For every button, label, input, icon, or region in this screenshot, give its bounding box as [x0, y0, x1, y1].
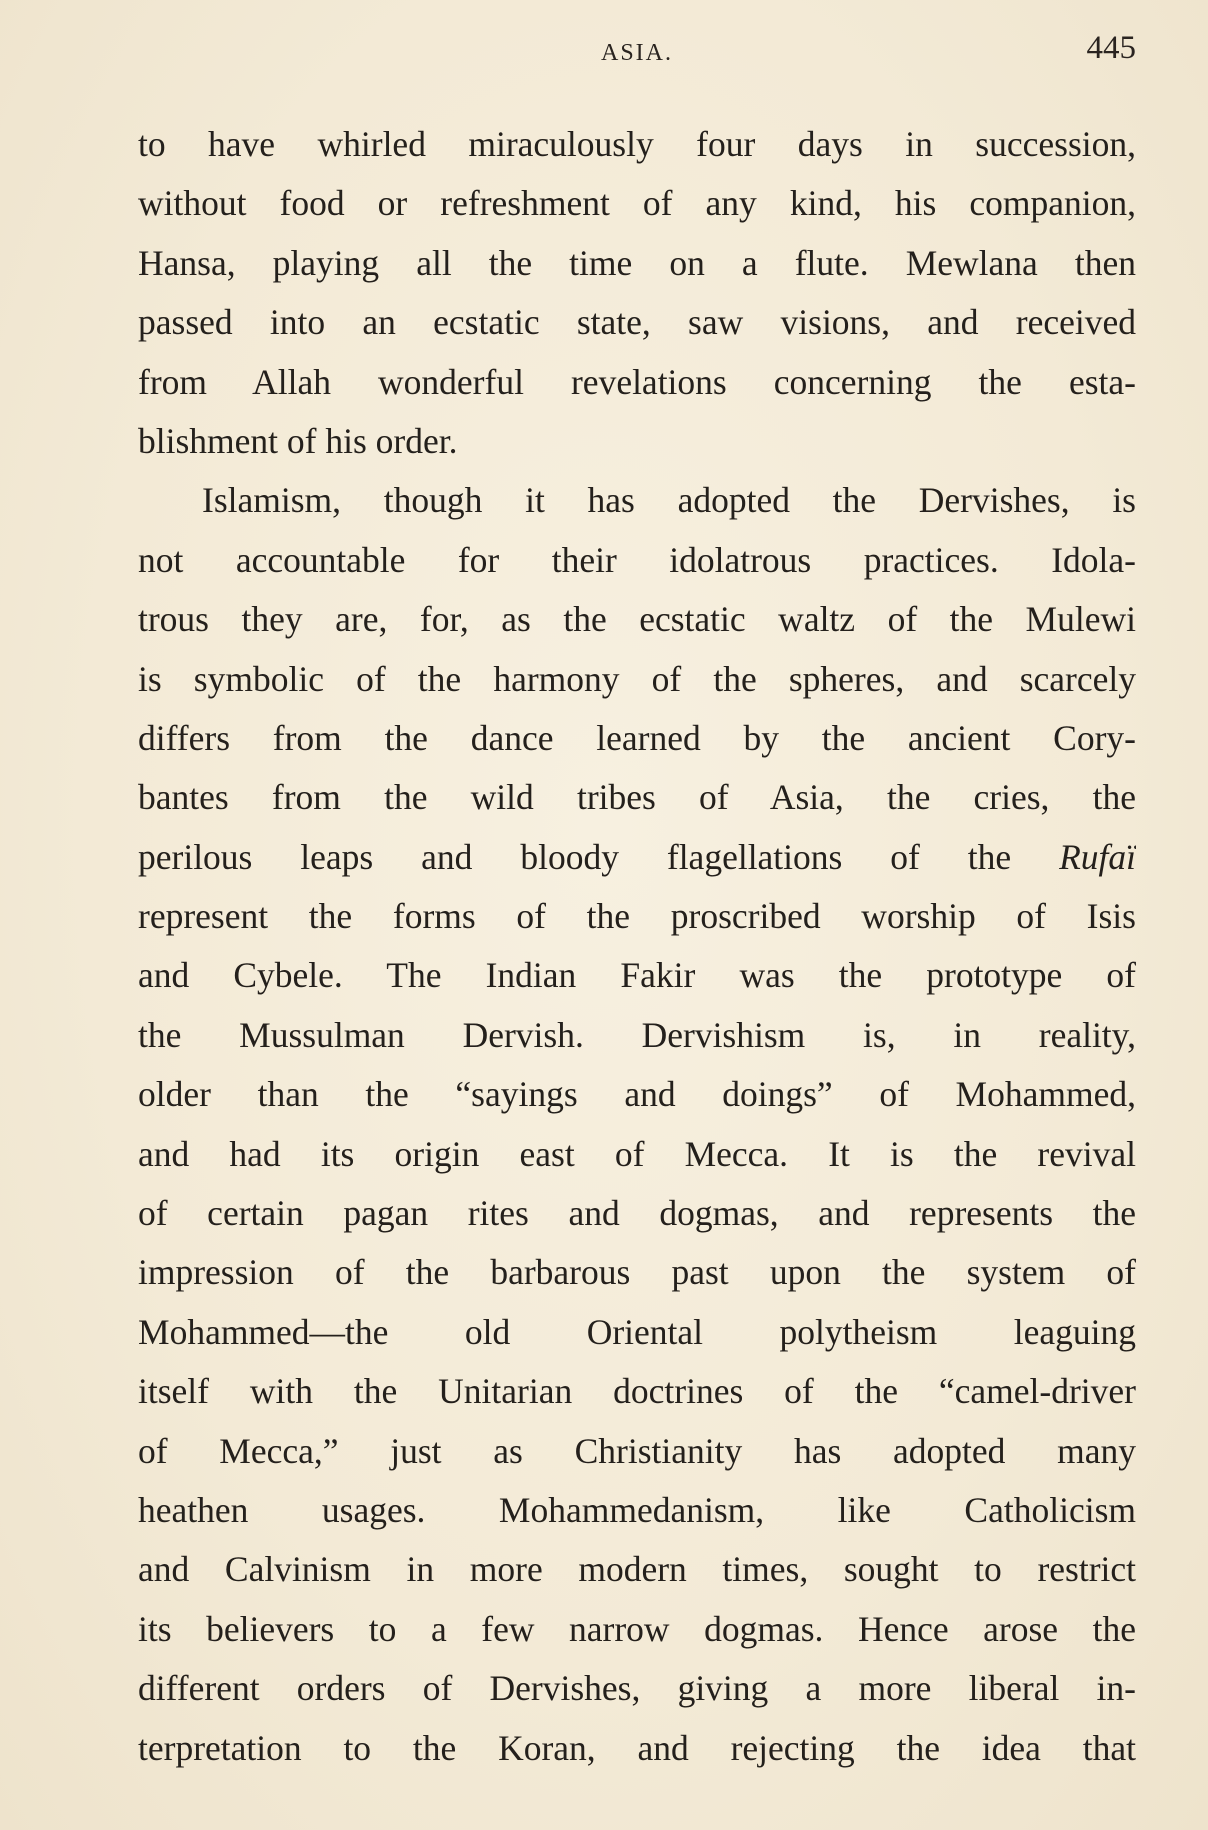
text-line: is symbolic of the harmony of the spheres, and scarcely — [138, 658, 1136, 699]
text-line: and Cybele. The Indian Fakir was the prototype of — [138, 955, 1136, 996]
text-line: and had its origin east of Mecca. It is the revival — [138, 1133, 1136, 1174]
body-text — [138, 115, 1136, 1778]
text-segment: perilous leaps and bloody flagellations of the — [138, 836, 1060, 877]
paragraph-last-line: blishment of his order. — [138, 420, 458, 461]
text-line: heathen usages. Mohammedanism, like Catholicism — [138, 1489, 1136, 1530]
running-head — [138, 28, 1136, 78]
text-line: the Mussulman Dervish. Dervishism is, in reality, — [138, 1014, 1136, 1055]
text-line: older than the “sayings and doings” of Mohammed, — [138, 1074, 1136, 1115]
text-line: of certain pagan rites and dogmas, and represents the — [138, 1193, 1136, 1234]
text-line: and Calvinism in more modern times, sought to restrict — [138, 1549, 1136, 1590]
paragraph-first-line: Islamism, though it has adopted the Dervishes, is — [202, 480, 1136, 521]
text-line: bantes from the wild tribes of Asia, the cries, the — [138, 777, 1136, 818]
text-line: trous they are, for, as the ecstatic waltz of the Mulewi — [138, 599, 1136, 640]
text-line: Hansa, playing all the time on a flute. Mewlana then — [138, 242, 1136, 283]
text-line: terpretation to the Koran, and rejecting the idea that — [138, 1727, 1136, 1768]
text-line: without food or refreshment of any kind, his companion, — [138, 183, 1136, 224]
text-line-with-italic — [138, 828, 1136, 887]
text-line: Mohammed—the old Oriental polytheism leaguing — [138, 1311, 1136, 1352]
text-line: impression of the barbarous past upon the system of — [138, 1252, 1136, 1293]
text-line: its believers to a few narrow dogmas. Hence arose the — [138, 1608, 1136, 1649]
text-line: itself with the Unitarian doctrines of the “camel-driver — [138, 1371, 1136, 1412]
running-title: ASIA. — [600, 40, 673, 66]
text-line: from Allah wonderful revelations concerning the esta- — [138, 361, 1136, 402]
page-number: 445 — [1086, 30, 1136, 66]
italic-term: Rufaï — [1059, 836, 1136, 877]
text-line: to have whirled miraculously four days in succession, — [138, 124, 1136, 164]
text-line: different orders of Dervishes, giving a more liberal in- — [138, 1668, 1136, 1709]
text-line: differs from the dance learned by the ancient Cory- — [138, 717, 1136, 758]
text-line: passed into an ecstatic state, saw visions, and received — [138, 302, 1136, 343]
text-line: not accountable for their idolatrous practices. Idola- — [138, 539, 1136, 580]
text-line: represent the forms of the proscribed worship of Isis — [138, 896, 1136, 937]
text-line: of Mecca,” just as Christianity has adopted many — [138, 1430, 1136, 1471]
